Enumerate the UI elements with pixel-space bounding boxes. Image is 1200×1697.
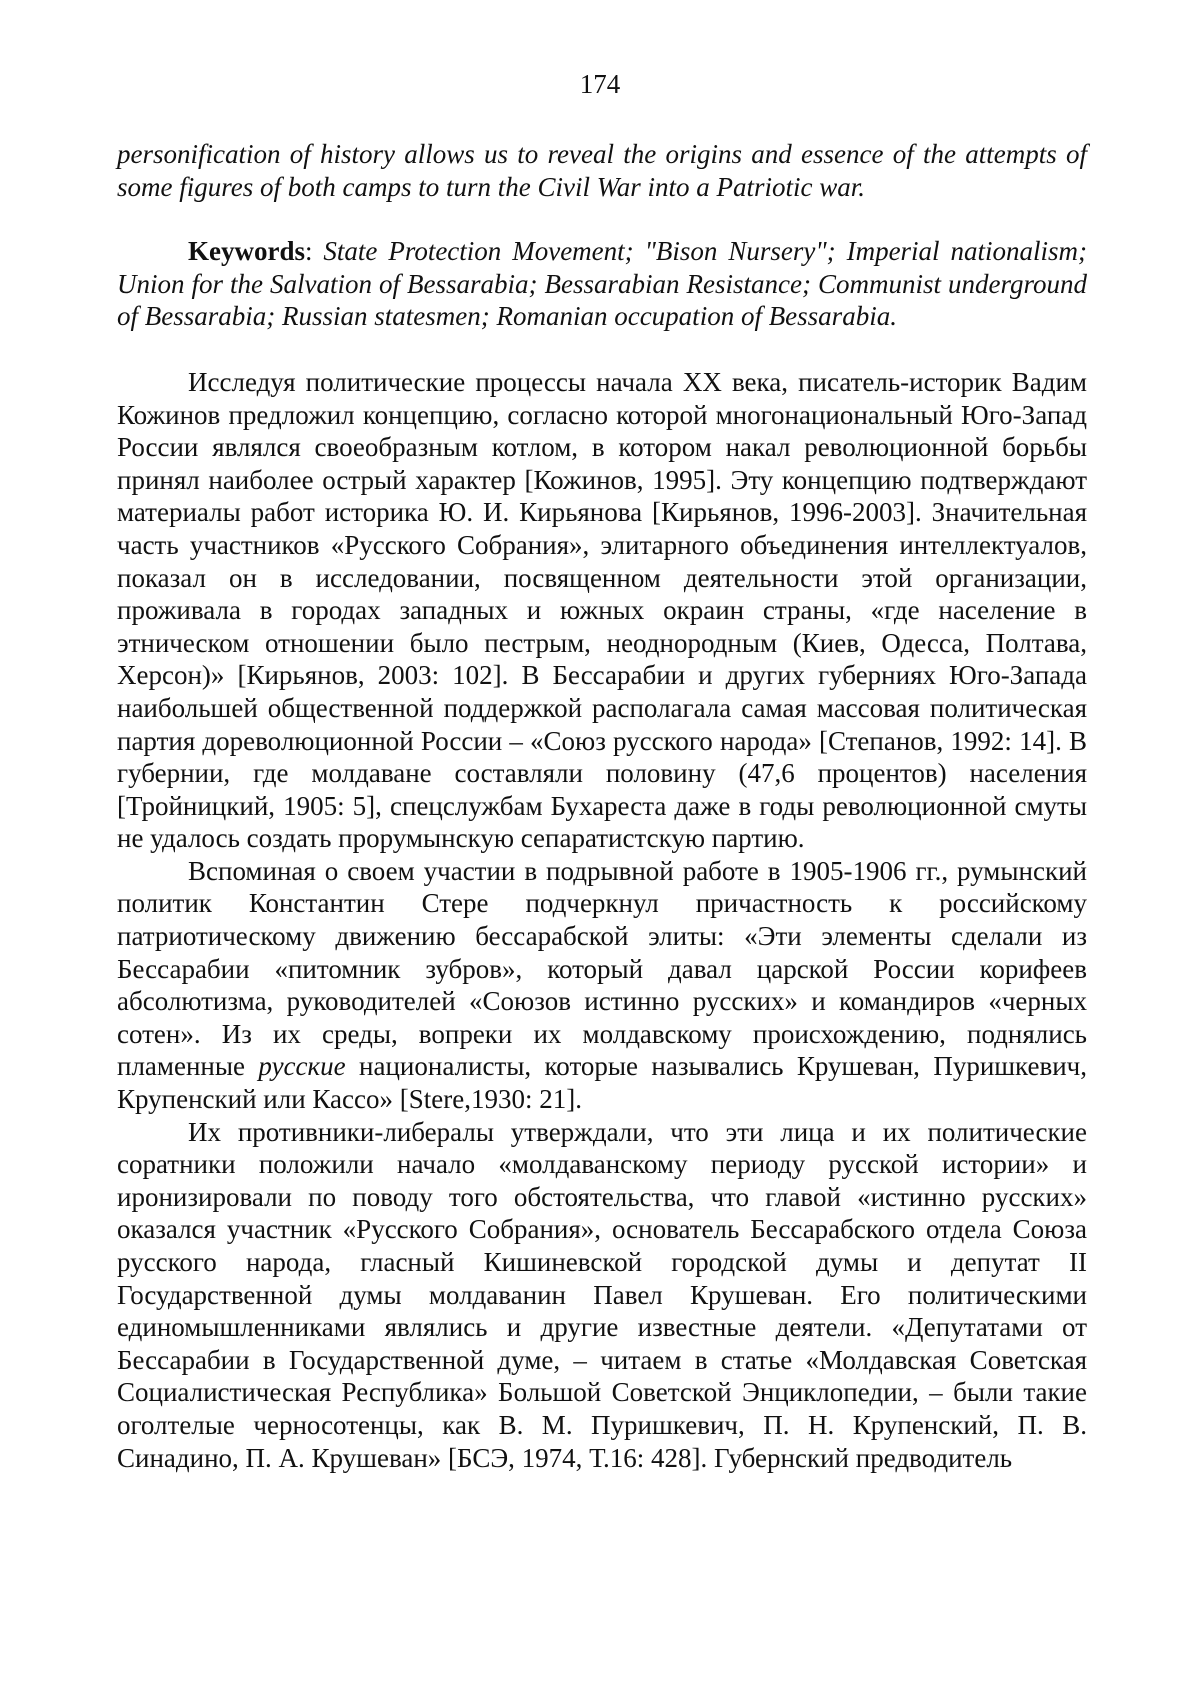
body-paragraph-2-end: националисты, которые назывались Крушеван, Пуришкевич, Крупенский или Кассо» [Stere,1930: 21]. xyxy=(117,1051,1087,1114)
abstract-tail: personification of history allows us to reveal the origins and essence of the attempts of some figures of both camps to turn the Civil War into a Patriotic war. xyxy=(117,138,1087,203)
page-body xyxy=(117,138,1087,1474)
keywords-label: Keywords xyxy=(188,236,305,266)
body-paragraph-2 xyxy=(117,855,1087,1116)
body-paragraph-1: Исследуя политические процессы начала XX века, писатель-историк Вадим Кожинов предложил концепцию, согласно которой многонациональный Юго-Запад России являлся своеобразным котлом, в котором накал революционной борьбы принял наиболее острый характер [Кожинов, 1995]. Эту концепцию подтверждают материалы работ историка Ю. И. Кирьянова [Кирьянов, 1996-2003]. Значительная часть участников «Русского Собрания», элитарного объединения интеллектуалов, показал он в исследовании, посвященном деятельности этой организации, проживала в городах западных и южных окраин страны, «где население в этническом отношении было пестрым, неоднородным (Киев, Одесса, Полтава, Херсон)» [Кирьянов, 2003: 102]. В Бессарабии и других губерниях Юго-Запада наибольшей общественной поддержкой располагала самая массовая политическая партия дореволюционной России – «Союз русского народа» [Степанов, 1992: 14]. В губернии, где молдаване составляли половину (47,6 процентов) населения [Тройницкий, 1905: 5], спецслужбам Бухареста даже в годы революционной смуты не удалось создать прорумынскую сепаратистскую партию. xyxy=(117,366,1087,855)
body-paragraph-2-start: Вспоминая о своем участии в подрывной работе в 1905-1906 гг., румынский политик Константин Стере подчеркнул причастность к российскому патриотическому движению бессарабской элиты: «Эти элементы сделали из Бессарабии «питомник зубров», который давал царской России корифеев абсолютизма, руководителей «Союзов истинно русских» и командиров «черных сотен». Из их среды, вопреки их молдавскому происхождению, поднялись пламенные xyxy=(117,856,1087,1082)
keywords-list: State Protection Movement; "Bison Nursery"; Imperial nationalism; Union for the Salvation of Bessarabia; Bessarabian Resistance; Communist underground of Bessarabia; Russian statesmen; Romanian occupation of Bessarabia. xyxy=(117,236,1087,331)
body-paragraph-3: Их противники-либералы утверждали, что эти лица и их политические соратники положили начало «молдаванскому периоду русской истории» и иронизировали по поводу того обстоятельства, что главой «истинно русских» оказался участник «Русского Собрания», основатель Бессарабского отдела Союза русского народа, гласный Кишиневской городской думы и депутат II Государственной думы молдаванин Павел Крушеван. Его политическими единомышленниками являлись и другие известные деятели. «Депутатами от Бессарабии в Государственной думе, – читаем в статье «Молдавская Советская Социалистическая Республика» Большой Советской Энциклопедии, – были такие оголтелые черносотенцы, как В. М. Пуришкевич, П. Н. Крупенский, П. В. Синадино, П. А. Крушеван» [БСЭ, 1974, Т.16: 428]. Губернский предводитель xyxy=(117,1116,1087,1475)
emphasis-russkie: русские xyxy=(258,1051,345,1081)
keywords-paragraph xyxy=(117,235,1087,333)
page-number: 174 xyxy=(0,68,1200,100)
keywords-separator: : xyxy=(305,236,323,266)
